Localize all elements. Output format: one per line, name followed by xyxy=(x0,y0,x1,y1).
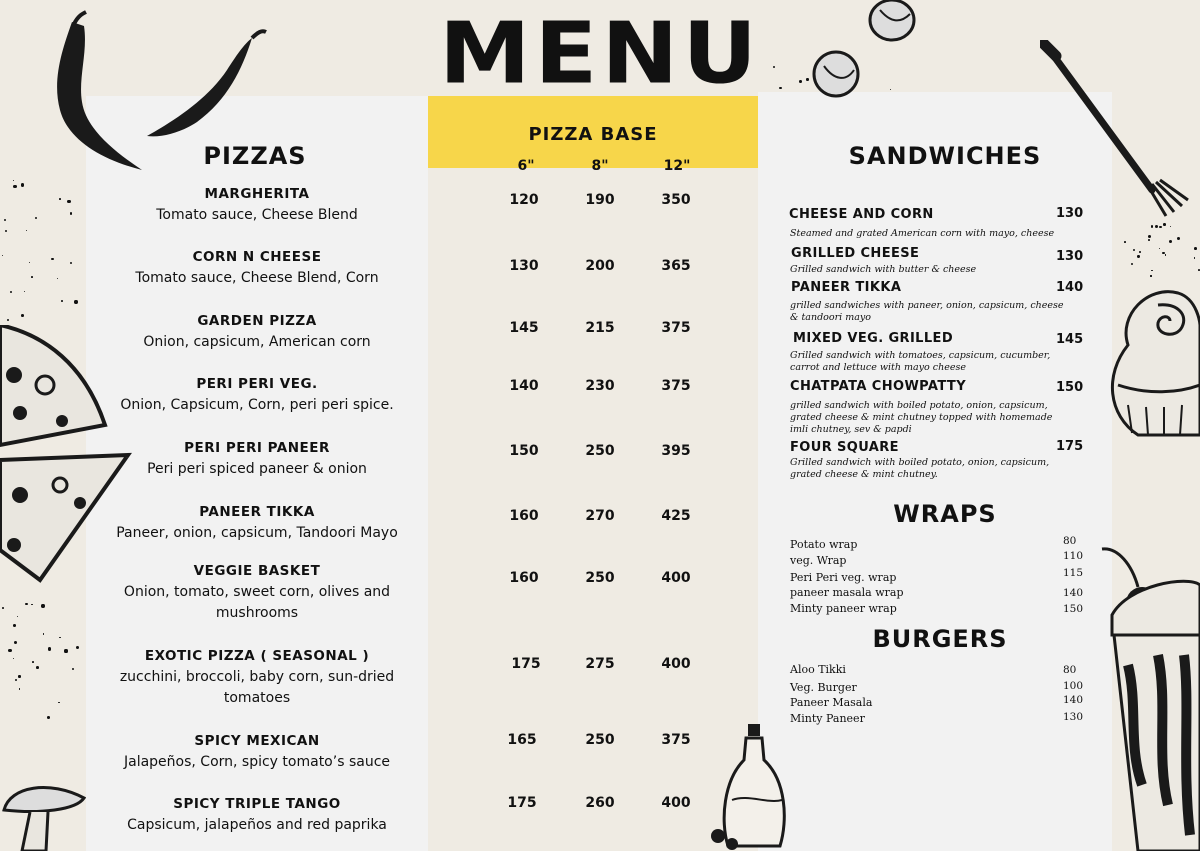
pizza-item xyxy=(86,438,428,480)
paint-speck xyxy=(14,641,17,644)
paint-speck xyxy=(1139,251,1141,253)
price-12: 375 xyxy=(661,320,691,336)
price-8: 250 xyxy=(585,570,615,586)
price-12: 365 xyxy=(661,258,691,274)
sandwich-desc-line: imli chutney, sev & papdi xyxy=(790,424,912,435)
pizza-desc: Tomato sauce, Cheese Blend xyxy=(156,207,358,223)
paint-speck xyxy=(7,319,9,321)
price-6: 175 xyxy=(511,656,541,672)
pizza-item xyxy=(86,561,428,624)
paint-speck xyxy=(4,219,6,221)
pizza-desc: Onion, Capsicum, Corn, peri peri spice. xyxy=(120,397,394,413)
wrap-name: Peri Peri veg. wrap xyxy=(790,571,897,584)
sandwich-desc-line: Grilled sandwich with butter & cheese xyxy=(790,264,977,275)
paint-speck xyxy=(74,300,77,303)
sandwich-price: 140 xyxy=(1056,280,1084,295)
pizza-desc: Onion, tomato, sweet corn, olives and xyxy=(123,584,391,600)
sandwich-desc xyxy=(790,400,1102,436)
price-8: 215 xyxy=(585,320,615,336)
pizza-item xyxy=(86,646,428,709)
sandwich-price: 130 xyxy=(1056,249,1084,264)
sandwich-price: 130 xyxy=(1056,206,1084,221)
mushroom-illustration xyxy=(0,780,86,851)
pizza-desc: tomatoes xyxy=(223,690,291,706)
wrap-price: 115 xyxy=(1063,567,1084,579)
pizza-item xyxy=(86,184,428,226)
paint-speck xyxy=(72,668,74,670)
price-12: 400 xyxy=(661,570,691,586)
paint-speck xyxy=(31,276,33,278)
wrap-name: paneer masala wrap xyxy=(790,586,904,599)
paint-speck xyxy=(19,688,21,690)
paint-speck xyxy=(48,647,51,650)
price-8: 270 xyxy=(585,508,615,524)
size-6-inch: 6" xyxy=(517,158,535,174)
paint-speck xyxy=(1133,249,1135,251)
paint-speck xyxy=(21,314,24,317)
wrap-price: 150 xyxy=(1063,603,1084,615)
price-8: 230 xyxy=(585,378,615,394)
pizza-name: CORN N CHEESE xyxy=(192,249,322,265)
pizza-desc: zucchini, broccoli, baby corn, sun-dried xyxy=(119,669,395,685)
sandwich-price: 150 xyxy=(1056,380,1084,395)
paint-speck xyxy=(51,258,54,261)
cinnamon-roll-illustration xyxy=(1098,285,1200,445)
sandwich-desc xyxy=(790,457,1102,481)
paint-speck xyxy=(26,230,27,231)
paint-speck xyxy=(13,624,16,627)
fork-illustration xyxy=(1040,40,1200,230)
page-title: MENU xyxy=(438,4,762,103)
size-8-inch: 8" xyxy=(591,158,609,174)
paint-speck xyxy=(13,180,14,181)
burgers-heading: BURGERS xyxy=(872,625,1008,653)
price-6: 165 xyxy=(507,732,537,748)
price-12: 375 xyxy=(661,732,691,748)
paint-speck xyxy=(57,278,58,279)
paint-speck xyxy=(1137,255,1139,257)
paint-speck xyxy=(24,291,26,293)
price-row xyxy=(428,570,758,590)
paint-speck xyxy=(67,200,70,203)
burger-price: 100 xyxy=(1063,680,1084,692)
pizza-name: PERI PERI PANEER xyxy=(184,440,330,456)
paint-speck xyxy=(35,217,37,219)
price-6: 150 xyxy=(509,443,539,459)
paint-speck xyxy=(1169,240,1172,243)
paint-speck xyxy=(2,607,4,609)
paint-speck xyxy=(1150,275,1151,276)
burger-name: Veg. Burger xyxy=(790,681,857,694)
price-8: 250 xyxy=(585,732,615,748)
pizza-name: VEGGIE BASKET xyxy=(193,563,321,579)
sandwich-name: CHATPATA CHOWPATTY xyxy=(790,379,967,394)
price-12: 400 xyxy=(661,795,691,811)
paint-speck xyxy=(43,633,44,634)
sandwich-desc-line: grilled sandwiches with paneer, onion, capsicum, cheese xyxy=(790,300,1064,311)
price-6: 130 xyxy=(509,258,539,274)
pizza-desc: mushrooms xyxy=(215,605,299,621)
price-8: 260 xyxy=(585,795,615,811)
burger-name: Minty Paneer xyxy=(790,712,865,725)
sandwich-desc-line: carrot and lettuce with mayo cheese xyxy=(790,362,966,373)
price-12: 375 xyxy=(661,378,691,394)
paint-speck xyxy=(2,255,3,256)
sandwich-desc-line: grated cheese & mint chutney. xyxy=(790,469,938,480)
price-12: 395 xyxy=(661,443,691,459)
price-12: 350 xyxy=(661,192,691,208)
pizza-name: MARGHERITA xyxy=(204,186,310,202)
paint-speck xyxy=(1148,235,1151,238)
sandwich-desc xyxy=(790,350,1102,374)
price-8: 200 xyxy=(585,258,615,274)
sandwich-desc xyxy=(790,300,1102,324)
pizza-item xyxy=(86,311,428,353)
paint-speck xyxy=(21,183,24,186)
paint-speck xyxy=(70,212,73,215)
sandwich-desc xyxy=(790,264,1102,276)
sandwich-desc-line: grilled sandwich with boiled potato, onion, capsicum, xyxy=(790,400,1048,411)
pizza-desc: Onion, capsicum, American corn xyxy=(143,334,371,350)
price-row xyxy=(428,320,758,340)
pizza-name: PANEER TIKKA xyxy=(199,504,315,520)
burger-price: 130 xyxy=(1063,711,1084,723)
sandwich-desc-line: & tandoori mayo xyxy=(790,312,871,323)
paint-speck xyxy=(1151,270,1152,271)
paint-speck xyxy=(58,702,59,703)
wrap-name: Minty paneer wrap xyxy=(790,602,897,615)
price-12: 400 xyxy=(661,656,691,672)
paint-speck xyxy=(10,291,12,293)
pizza-desc: Jalapeños, Corn, spicy tomato’s sauce xyxy=(123,754,390,770)
price-row xyxy=(428,378,758,398)
pizza-name: GARDEN PIZZA xyxy=(197,313,317,329)
milkshake-illustration xyxy=(1098,545,1200,851)
pizzas-heading: PIZZAS xyxy=(203,142,307,170)
sandwich-name: MIXED VEG. GRILLED xyxy=(793,331,954,346)
paint-speck xyxy=(1124,241,1126,243)
pizza-name: SPICY MEXICAN xyxy=(194,733,320,749)
sandwich-desc xyxy=(790,228,1102,240)
pizza-base-heading: PIZZA BASE xyxy=(528,124,658,145)
size-12-inch: 12" xyxy=(663,158,691,174)
wrap-name: Potato wrap xyxy=(790,538,858,551)
paint-speck xyxy=(64,649,67,652)
wrap-name: veg. Wrap xyxy=(790,554,847,567)
price-row xyxy=(428,443,758,463)
price-6: 145 xyxy=(509,320,539,336)
garlic-illustration xyxy=(806,0,926,100)
sandwich-name: GRILLED CHEESE xyxy=(791,246,920,261)
sandwich-desc-line: Steamed and grated American corn with mayo, cheese xyxy=(790,228,1055,239)
price-6: 140 xyxy=(509,378,539,394)
burger-price: 140 xyxy=(1063,694,1084,706)
price-row xyxy=(428,508,758,528)
paint-speck xyxy=(29,262,30,263)
pizza-desc: Peri peri spiced paneer & onion xyxy=(147,461,367,477)
paint-speck xyxy=(36,666,39,669)
paint-speck xyxy=(31,604,33,606)
price-6: 160 xyxy=(509,570,539,586)
price-6: 175 xyxy=(507,795,537,811)
price-6: 120 xyxy=(509,192,539,208)
sandwich-price: 145 xyxy=(1056,332,1084,347)
sandwich-price: 175 xyxy=(1056,439,1084,454)
paint-speck xyxy=(8,649,11,652)
price-8: 250 xyxy=(585,443,615,459)
price-8: 190 xyxy=(585,192,615,208)
sandwich-desc-line: Grilled sandwich with tomatoes, capsicum, cucumber, xyxy=(790,350,1051,361)
paint-speck xyxy=(59,637,61,639)
paint-speck xyxy=(59,198,61,200)
price-row xyxy=(428,732,758,752)
paint-speck xyxy=(41,604,44,607)
price-row xyxy=(428,795,758,815)
paint-speck xyxy=(32,661,34,663)
sandwich-desc-line: Grilled sandwich with boiled potato, onion, capsicum, xyxy=(790,457,1050,468)
paint-speck xyxy=(1177,237,1180,240)
pizza-desc: Paneer, onion, capsicum, Tandoori Mayo xyxy=(116,525,398,541)
paint-speck xyxy=(1159,248,1160,249)
paint-speck xyxy=(70,262,72,264)
paint-speck xyxy=(17,616,18,617)
price-8: 275 xyxy=(585,656,615,672)
sandwich-desc-line: grated cheese & mint chutney topped with homemade xyxy=(790,412,1053,423)
pizza-item xyxy=(86,247,428,289)
sandwich-name: CHEESE AND CORN xyxy=(789,207,934,222)
wrap-price: 140 xyxy=(1063,587,1084,599)
paint-speck xyxy=(25,603,27,605)
paint-speck xyxy=(1194,247,1197,250)
wrap-price: 80 xyxy=(1063,535,1077,547)
pizza-name: SPICY TRIPLE TANGO xyxy=(173,796,341,812)
paint-speck xyxy=(18,675,20,677)
paint-speck xyxy=(61,300,63,302)
pizza-desc: Tomato sauce, Cheese Blend, Corn xyxy=(135,270,379,286)
paint-speck xyxy=(1131,263,1133,265)
paint-speck xyxy=(5,230,7,232)
paint-speck xyxy=(1194,257,1195,258)
pizza-desc: Capsicum, jalapeños and red paprika xyxy=(127,817,387,833)
pizza-item xyxy=(86,731,428,773)
price-12: 425 xyxy=(661,508,691,524)
pizza-item xyxy=(86,502,428,544)
paint-speck xyxy=(15,679,17,681)
pizza-name: PERI PERI VEG. xyxy=(196,376,318,392)
paint-speck xyxy=(1165,254,1167,256)
price-row xyxy=(428,656,758,676)
pizza-item xyxy=(86,374,428,416)
paint-speck xyxy=(76,646,79,649)
burger-price: 80 xyxy=(1063,664,1077,676)
sandwiches-heading: SANDWICHES xyxy=(848,142,1042,170)
burger-name: Aloo Tikki xyxy=(790,663,846,676)
price-6: 160 xyxy=(509,508,539,524)
paint-speck xyxy=(47,716,50,719)
burger-name: Paneer Masala xyxy=(790,696,873,709)
price-row xyxy=(428,258,758,278)
sandwich-name: PANEER TIKKA xyxy=(791,280,902,295)
sandwich-name: FOUR SQUARE xyxy=(790,440,899,455)
wraps-heading: WRAPS xyxy=(893,500,997,528)
price-row xyxy=(428,192,758,212)
wrap-price: 110 xyxy=(1063,550,1084,562)
paint-speck xyxy=(13,185,16,188)
pizza-item xyxy=(86,794,428,836)
pizza-name: EXOTIC PIZZA ( SEASONAL ) xyxy=(144,648,370,664)
paint-speck xyxy=(13,658,14,659)
paint-speck xyxy=(1148,239,1150,241)
